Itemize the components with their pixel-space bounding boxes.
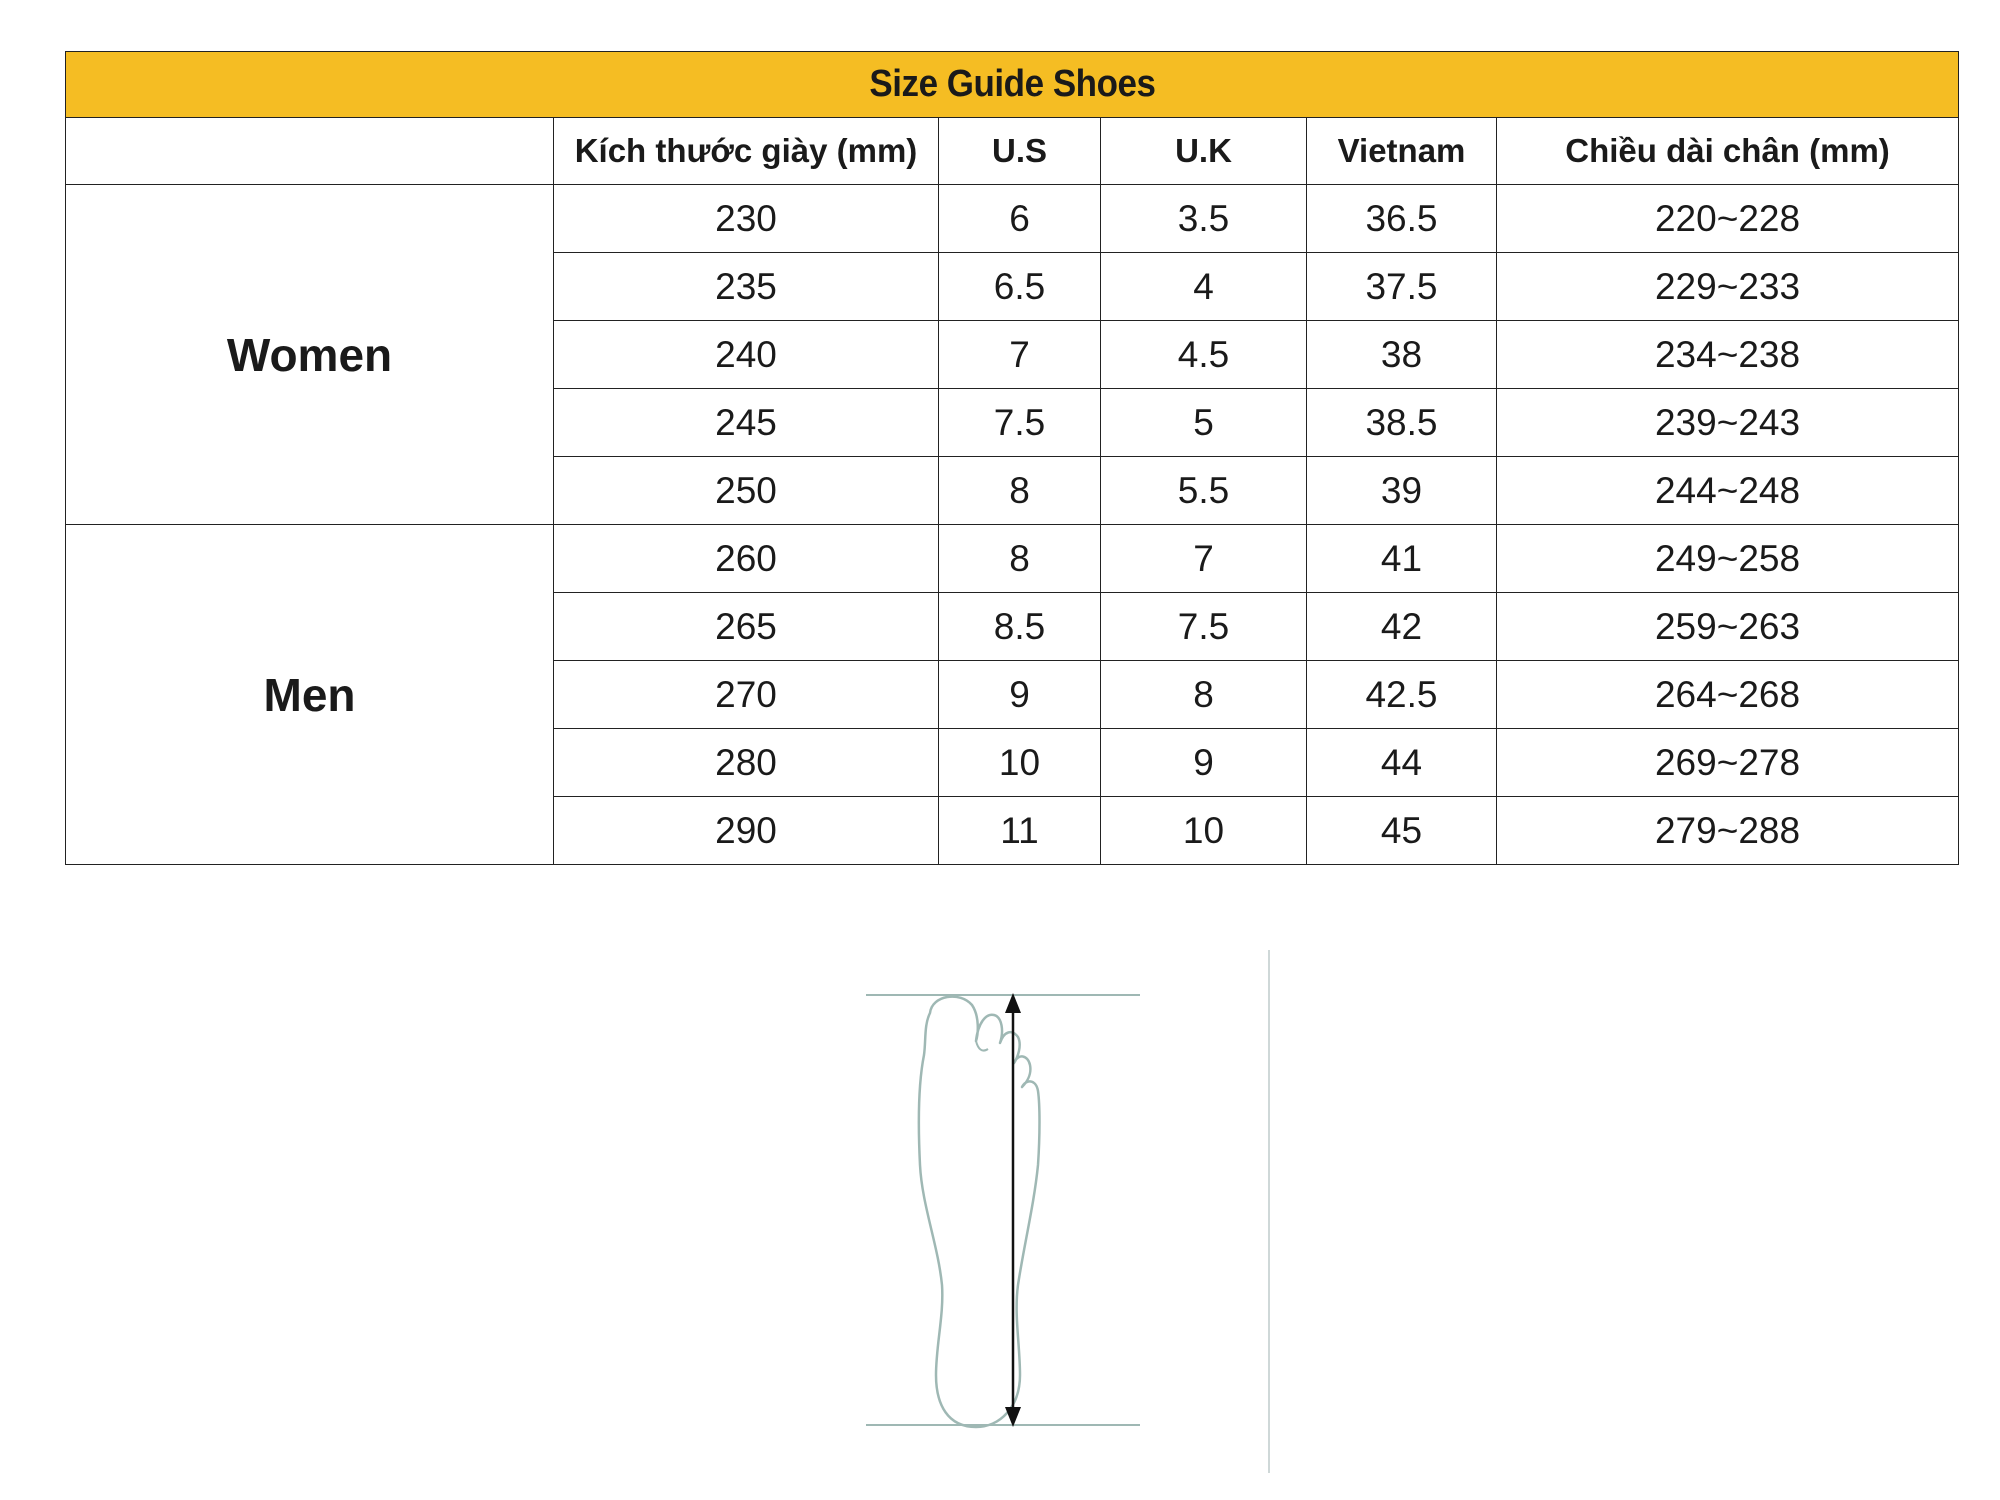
foot-outline bbox=[919, 997, 1040, 1427]
vietnam-size-cell: 38 bbox=[1307, 321, 1497, 389]
uk-size-cell: 9 bbox=[1101, 729, 1307, 797]
foot-length-cell: 220~228 bbox=[1497, 185, 1959, 253]
shoe-size-cell: 230 bbox=[554, 185, 939, 253]
shoe-size-cell: 235 bbox=[554, 253, 939, 321]
us-size-cell: 7 bbox=[939, 321, 1101, 389]
uk-size-cell: 10 bbox=[1101, 797, 1307, 865]
header-us: U.S bbox=[939, 118, 1101, 185]
header-vietnam: Vietnam bbox=[1307, 118, 1497, 185]
header-empty bbox=[66, 118, 554, 185]
header-foot-length: Chiều dài chân (mm) bbox=[1497, 118, 1959, 185]
vietnam-size-cell: 38.5 bbox=[1307, 389, 1497, 457]
figure-divider bbox=[1268, 950, 1270, 1473]
shoe-size-cell: 260 bbox=[554, 525, 939, 593]
uk-size-cell: 4 bbox=[1101, 253, 1307, 321]
vietnam-size-cell: 41 bbox=[1307, 525, 1497, 593]
size-guide-table bbox=[65, 51, 1959, 865]
uk-size-cell: 5.5 bbox=[1101, 457, 1307, 525]
shoe-size-cell: 250 bbox=[554, 457, 939, 525]
toe-line-1 bbox=[976, 1041, 988, 1051]
foot-length-cell: 264~268 bbox=[1497, 661, 1959, 729]
us-size-cell: 8.5 bbox=[939, 593, 1101, 661]
vietnam-size-cell: 44 bbox=[1307, 729, 1497, 797]
us-size-cell: 11 bbox=[939, 797, 1101, 865]
foot-length-cell: 244~248 bbox=[1497, 457, 1959, 525]
vietnam-size-cell: 36.5 bbox=[1307, 185, 1497, 253]
vietnam-size-cell: 37.5 bbox=[1307, 253, 1497, 321]
table-row bbox=[66, 525, 1959, 593]
shoe-size-cell: 290 bbox=[554, 797, 939, 865]
us-size-cell: 10 bbox=[939, 729, 1101, 797]
uk-size-cell: 7.5 bbox=[1101, 593, 1307, 661]
us-size-cell: 8 bbox=[939, 525, 1101, 593]
foot-length-cell: 249~258 bbox=[1497, 525, 1959, 593]
uk-size-cell: 5 bbox=[1101, 389, 1307, 457]
shoe-size-cell: 245 bbox=[554, 389, 939, 457]
shoe-size-cell: 240 bbox=[554, 321, 939, 389]
foot-length-cell: 239~243 bbox=[1497, 389, 1959, 457]
foot-length-icon bbox=[866, 993, 1140, 1427]
vietnam-size-cell: 39 bbox=[1307, 457, 1497, 525]
table-title-text: Size Guide Shoes bbox=[869, 63, 1156, 105]
table-title bbox=[66, 52, 1959, 118]
header-shoe-size: Kích thước giày (mm) bbox=[554, 118, 939, 185]
foot-length-cell: 279~288 bbox=[1497, 797, 1959, 865]
group-label-women: Women bbox=[66, 185, 554, 525]
table-row bbox=[66, 185, 1959, 253]
foot-length-cell: 234~238 bbox=[1497, 321, 1959, 389]
vietnam-size-cell: 42.5 bbox=[1307, 661, 1497, 729]
us-size-cell: 8 bbox=[939, 457, 1101, 525]
shoe-size-cell: 270 bbox=[554, 661, 939, 729]
us-size-cell: 9 bbox=[939, 661, 1101, 729]
foot-length-cell: 269~278 bbox=[1497, 729, 1959, 797]
uk-size-cell: 8 bbox=[1101, 661, 1307, 729]
vietnam-size-cell: 42 bbox=[1307, 593, 1497, 661]
uk-size-cell: 4.5 bbox=[1101, 321, 1307, 389]
foot-length-cell: 259~263 bbox=[1497, 593, 1959, 661]
us-size-cell: 7.5 bbox=[939, 389, 1101, 457]
table-body bbox=[66, 185, 1959, 865]
uk-size-cell: 7 bbox=[1101, 525, 1307, 593]
group-label-men: Men bbox=[66, 525, 554, 865]
header-row bbox=[66, 118, 1959, 185]
us-size-cell: 6 bbox=[939, 185, 1101, 253]
vietnam-size-cell: 45 bbox=[1307, 797, 1497, 865]
foot-length-cell: 229~233 bbox=[1497, 253, 1959, 321]
shoe-size-cell: 265 bbox=[554, 593, 939, 661]
header-uk: U.K bbox=[1101, 118, 1307, 185]
title-row bbox=[66, 52, 1959, 118]
foot-length-figure bbox=[860, 945, 1280, 1475]
uk-size-cell: 3.5 bbox=[1101, 185, 1307, 253]
shoe-size-cell: 280 bbox=[554, 729, 939, 797]
us-size-cell: 6.5 bbox=[939, 253, 1101, 321]
